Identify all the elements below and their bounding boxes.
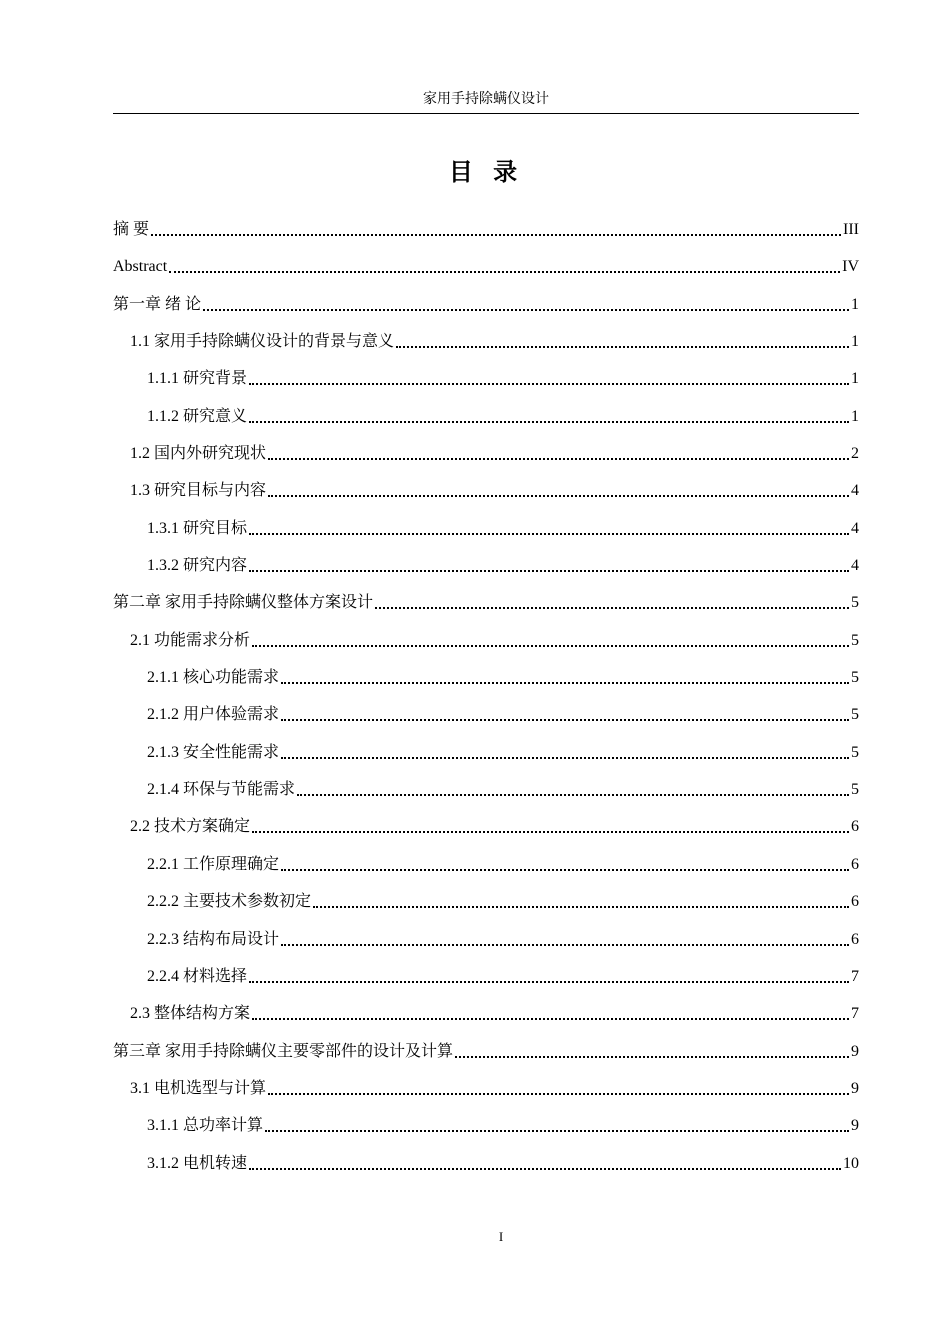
toc-entry-label: 2.2.3 结构布局设计 (147, 931, 280, 948)
toc-entry-label: 2.1 功能需求分析 (130, 632, 251, 649)
toc-entry-2-1-4[interactable] (147, 779, 859, 801)
toc-entry-page: 6 (851, 818, 859, 835)
toc-entry-page: 9 (851, 1080, 859, 1097)
toc-entry-2-1-2[interactable] (147, 704, 859, 726)
toc-entry-chapter-1[interactable] (113, 294, 859, 316)
toc-leader-dots (281, 869, 849, 871)
toc-leader-dots (252, 1018, 849, 1020)
toc-entry-chapter-2[interactable] (113, 592, 859, 614)
toc-entry-2-2-4[interactable] (147, 966, 859, 988)
toc-entry-3-1-1[interactable] (147, 1115, 859, 1137)
toc-leader-dots (252, 645, 849, 647)
toc-leader-dots (375, 607, 849, 609)
toc-entry-page: 1 (851, 333, 859, 350)
toc-entry-label: 1.1 家用手持除螨仪设计的背景与意义 (130, 333, 395, 350)
toc-entry-label: 2.2.2 主要技术参数初定 (147, 893, 312, 910)
toc-entry-label: 第一章 绪 论 (113, 296, 202, 313)
toc-entry-chapter-3[interactable] (113, 1041, 859, 1063)
toc-entry-label: 2.1.3 安全性能需求 (147, 744, 280, 761)
toc-leader-dots (265, 1130, 849, 1132)
toc-entry-2-3[interactable] (130, 1003, 859, 1025)
toc-leader-dots (252, 831, 849, 833)
toc-entry-page: III (843, 221, 859, 238)
toc-entry-2-1-1[interactable] (147, 667, 859, 689)
toc-leader-dots (313, 906, 849, 908)
toc-entry-page: 4 (851, 557, 859, 574)
toc-leader-dots (268, 1093, 849, 1095)
toc-entry-label: 2.3 整体结构方案 (130, 1005, 251, 1022)
toc-leader-dots (396, 346, 849, 348)
toc-entry-page: 9 (851, 1043, 859, 1060)
toc-entry-page: 5 (851, 594, 859, 611)
toc-leader-dots (169, 271, 840, 273)
toc-entry-page: 5 (851, 706, 859, 723)
toc-entry-label: Abstract (113, 258, 168, 275)
toc-entry-label: 1.1.2 研究意义 (147, 408, 248, 425)
toc-leader-dots (249, 421, 849, 423)
toc-entry-1-3[interactable] (130, 480, 859, 502)
toc-entry-abstract-en[interactable] (113, 256, 859, 278)
toc-entry-label: 2.2 技术方案确定 (130, 818, 251, 835)
toc-entry-2-2-1[interactable] (147, 854, 859, 876)
toc-entry-page: 4 (851, 482, 859, 499)
toc-entry-page: 5 (851, 632, 859, 649)
toc-entry-page: 1 (851, 370, 859, 387)
toc-entry-2-2-2[interactable] (147, 891, 859, 913)
toc-entry-label: 2.1.4 环保与节能需求 (147, 781, 296, 798)
toc-entry-label: 摘 要 (113, 221, 150, 238)
toc-leader-dots (151, 234, 841, 236)
toc-entry-page: 5 (851, 781, 859, 798)
toc-entry-1-1-1[interactable] (147, 368, 859, 390)
toc-entry-page: 7 (851, 968, 859, 985)
toc-entry-1-3-2[interactable] (147, 555, 859, 577)
toc-entry-2-2-3[interactable] (147, 929, 859, 951)
toc-entry-1-3-1[interactable] (147, 518, 859, 540)
toc-leader-dots (281, 757, 849, 759)
toc-entry-label: 1.2 国内外研究现状 (130, 445, 267, 462)
toc-entry-1-1-2[interactable] (147, 406, 859, 428)
toc-entry-page: 7 (851, 1005, 859, 1022)
toc-leader-dots (268, 458, 849, 460)
toc-leader-dots (249, 1168, 841, 1170)
toc-leader-dots (203, 309, 849, 311)
toc-entry-label: 第二章 家用手持除螨仪整体方案设计 (113, 594, 374, 611)
toc-leader-dots (455, 1056, 849, 1058)
toc-entry-page: 4 (851, 520, 859, 537)
toc-entry-abstract-cn[interactable] (113, 219, 859, 241)
toc-entry-label: 2.2.4 材料选择 (147, 968, 248, 985)
toc-leader-dots (281, 719, 849, 721)
toc-entry-2-1[interactable] (130, 630, 859, 652)
toc-entry-2-2[interactable] (130, 816, 859, 838)
toc-leader-dots (281, 682, 849, 684)
toc-entry-label: 1.3 研究目标与内容 (130, 482, 267, 499)
toc-entry-1-1[interactable] (130, 331, 859, 353)
toc-entry-label: 3.1.1 总功率计算 (147, 1117, 264, 1134)
toc-entry-page: 6 (851, 856, 859, 873)
toc-entry-page: 6 (851, 893, 859, 910)
toc-leader-dots (249, 981, 849, 983)
toc-entry-page: 1 (851, 408, 859, 425)
toc-entry-label: 2.2.1 工作原理确定 (147, 856, 280, 873)
toc-leader-dots (249, 533, 849, 535)
toc-entry-page: IV (842, 258, 859, 275)
toc-entry-page: 2 (851, 445, 859, 462)
toc-entry-page: 1 (851, 296, 859, 313)
toc-leader-dots (268, 495, 849, 497)
toc-entry-page: 9 (851, 1117, 859, 1134)
toc-entry-label: 2.1.1 核心功能需求 (147, 669, 280, 686)
toc-entry-page: 10 (843, 1155, 859, 1172)
toc-entry-3-1[interactable] (130, 1078, 859, 1100)
toc-leader-dots (249, 383, 849, 385)
toc-title: 目 录 (448, 158, 524, 186)
toc-entry-3-1-2[interactable] (147, 1153, 859, 1175)
page-number: I (498, 1229, 504, 1244)
toc-entry-page: 5 (851, 744, 859, 761)
toc-leader-dots (281, 944, 849, 946)
toc-entry-page: 6 (851, 931, 859, 948)
toc-entry-label: 1.3.1 研究目标 (147, 520, 248, 537)
toc-entry-label: 1.1.1 研究背景 (147, 370, 248, 387)
toc-leader-dots (249, 570, 849, 572)
toc-entry-label: 第三章 家用手持除螨仪主要零部件的设计及计算 (113, 1043, 454, 1060)
toc-entry-1-2[interactable] (130, 443, 859, 465)
toc-entry-label: 2.1.2 用户体验需求 (147, 706, 280, 723)
toc-entry-label: 3.1 电机选型与计算 (130, 1080, 267, 1097)
toc-entry-label: 3.1.2 电机转速 (147, 1155, 248, 1172)
toc-entry-label: 1.3.2 研究内容 (147, 557, 248, 574)
running-header: 家用手持除螨仪设计 (423, 92, 549, 107)
toc-entry-page: 5 (851, 669, 859, 686)
toc-entry-2-1-3[interactable] (147, 742, 859, 764)
toc-leader-dots (297, 794, 849, 796)
